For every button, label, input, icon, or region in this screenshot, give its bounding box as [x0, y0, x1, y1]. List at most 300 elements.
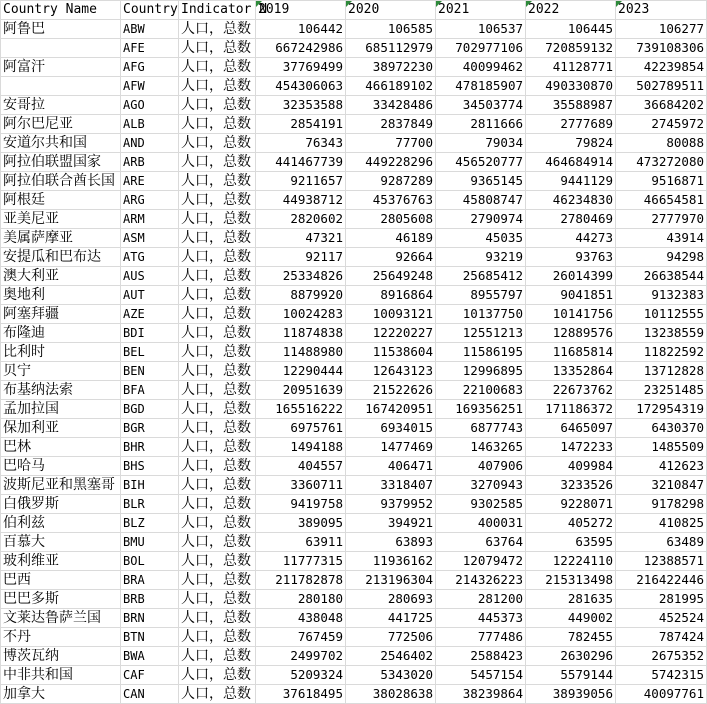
cell-country-code[interactable]: AUT: [121, 286, 179, 305]
cell-value-2021[interactable]: 777486: [436, 628, 526, 647]
cell-value-2022[interactable]: 490330870: [526, 77, 616, 96]
cell-value-2023[interactable]: 2675352: [616, 647, 707, 666]
header-cell-country-code[interactable]: Country: [121, 1, 179, 20]
cell-country-code[interactable]: ALB: [121, 115, 179, 134]
cell-value-2022[interactable]: 22673762: [526, 381, 616, 400]
cell-value-2022[interactable]: 13352864: [526, 362, 616, 381]
cell-country-name[interactable]: 阿拉伯联合酋长国: [1, 172, 121, 191]
cell-indicator-name[interactable]: 人口，总数: [179, 495, 256, 514]
cell-country-name[interactable]: [1, 77, 121, 96]
cell-country-code[interactable]: BOL: [121, 552, 179, 571]
cell-indicator-name[interactable]: 人口，总数: [179, 400, 256, 419]
cell-value-2019[interactable]: 37618495: [256, 685, 346, 704]
cell-country-name[interactable]: 伯利兹: [1, 514, 121, 533]
cell-value-2021[interactable]: 169356251: [436, 400, 526, 419]
cell-value-2023[interactable]: 412623: [616, 457, 707, 476]
cell-indicator-name[interactable]: 人口，总数: [179, 305, 256, 324]
table-row: [1, 191, 707, 210]
cell-value-2020[interactable]: 1477469: [346, 438, 436, 457]
cell-value-2022[interactable]: 405272: [526, 514, 616, 533]
cell-country-code[interactable]: AFE: [121, 39, 179, 58]
cell-country-code[interactable]: BTN: [121, 628, 179, 647]
cell-country-code[interactable]: ARB: [121, 153, 179, 172]
cell-indicator-name[interactable]: 人口，总数: [179, 267, 256, 286]
cell-country-code[interactable]: BRB: [121, 590, 179, 609]
cell-value-2021[interactable]: 1463265: [436, 438, 526, 457]
cell-country-code[interactable]: CAN: [121, 685, 179, 704]
cell-country-code[interactable]: BIH: [121, 476, 179, 495]
cell-value-2020[interactable]: 63893: [346, 533, 436, 552]
cell-value-2022[interactable]: 409984: [526, 457, 616, 476]
cell-value-2023[interactable]: 46654581: [616, 191, 707, 210]
cell-country-code[interactable]: BGD: [121, 400, 179, 419]
cell-country-name[interactable]: 澳大利亚: [1, 267, 121, 286]
cell-country-code[interactable]: ASM: [121, 229, 179, 248]
cell-value-2022[interactable]: 464684914: [526, 153, 616, 172]
cell-indicator-name[interactable]: 人口，总数: [179, 647, 256, 666]
cell-value-2020[interactable]: 406471: [346, 457, 436, 476]
cell-value-2020[interactable]: 21522626: [346, 381, 436, 400]
cell-value-2023[interactable]: 26638544: [616, 267, 707, 286]
cell-indicator-name[interactable]: 人口，总数: [179, 229, 256, 248]
cell-value-2020[interactable]: 213196304: [346, 571, 436, 590]
cell-indicator-name[interactable]: 人口，总数: [179, 115, 256, 134]
cell-country-name[interactable]: [1, 39, 121, 58]
cell-country-code[interactable]: BWA: [121, 647, 179, 666]
cell-value-2022[interactable]: 171186372: [526, 400, 616, 419]
cell-indicator-name[interactable]: 人口，总数: [179, 172, 256, 191]
cell-country-name[interactable]: 阿鲁巴: [1, 20, 121, 39]
cell-value-2022[interactable]: 9228071: [526, 495, 616, 514]
cell-value-2019[interactable]: 3360711: [256, 476, 346, 495]
cell-value-2019[interactable]: 280180: [256, 590, 346, 609]
cell-value-2019[interactable]: 438048: [256, 609, 346, 628]
cell-value-2021[interactable]: 93219: [436, 248, 526, 267]
cell-value-2023[interactable]: 281995: [616, 590, 707, 609]
header-cell-indicator-name[interactable]: Indicator N: [179, 1, 256, 20]
cell-value-2022[interactable]: 9441129: [526, 172, 616, 191]
cell-indicator-name[interactable]: 人口，总数: [179, 514, 256, 533]
table-row: [1, 590, 707, 609]
cell-value-2021[interactable]: 3270943: [436, 476, 526, 495]
cell-country-name[interactable]: 巴西: [1, 571, 121, 590]
cell-value-2021[interactable]: 2588423: [436, 647, 526, 666]
cell-value-2020[interactable]: 3318407: [346, 476, 436, 495]
cell-indicator-name[interactable]: 人口，总数: [179, 153, 256, 172]
cell-country-name[interactable]: 布隆迪: [1, 324, 121, 343]
cell-value-2021[interactable]: 407906: [436, 457, 526, 476]
cell-value-2019[interactable]: 9211657: [256, 172, 346, 191]
cell-country-name[interactable]: 百慕大: [1, 533, 121, 552]
cell-value-2019[interactable]: 8879920: [256, 286, 346, 305]
cell-value-2022[interactable]: 2780469: [526, 210, 616, 229]
cell-value-2022[interactable]: 41128771: [526, 58, 616, 77]
cell-value-2023[interactable]: 172954319: [616, 400, 707, 419]
cell-indicator-name[interactable]: 人口，总数: [179, 571, 256, 590]
cell-country-name[interactable]: 不丹: [1, 628, 121, 647]
cell-value-2021[interactable]: 79034: [436, 134, 526, 153]
cell-value-2023[interactable]: 80088: [616, 134, 707, 153]
cell-value-2021[interactable]: 2790974: [436, 210, 526, 229]
cell-country-name[interactable]: 奥地利: [1, 286, 121, 305]
cell-value-2019[interactable]: 2854191: [256, 115, 346, 134]
cell-value-2020[interactable]: 8916864: [346, 286, 436, 305]
cell-value-2022[interactable]: 10141756: [526, 305, 616, 324]
cell-indicator-name[interactable]: 人口，总数: [179, 96, 256, 115]
cell-indicator-name[interactable]: 人口，总数: [179, 419, 256, 438]
cell-value-2020[interactable]: 280693: [346, 590, 436, 609]
cell-value-2023[interactable]: 473272080: [616, 153, 707, 172]
cell-value-2020[interactable]: 9287289: [346, 172, 436, 191]
cell-indicator-name[interactable]: 人口，总数: [179, 438, 256, 457]
cell-value-2019[interactable]: 454306063: [256, 77, 346, 96]
header-cell-2020[interactable]: 2020: [346, 1, 436, 20]
cell-country-name[interactable]: 美属萨摩亚: [1, 229, 121, 248]
cell-value-2023[interactable]: 63489: [616, 533, 707, 552]
cell-country-name[interactable]: 安提瓜和巴布达: [1, 248, 121, 267]
cell-country-name[interactable]: 加拿大: [1, 685, 121, 704]
cell-value-2023[interactable]: 23251485: [616, 381, 707, 400]
cell-value-2019[interactable]: 5209324: [256, 666, 346, 685]
cell-value-2019[interactable]: 10024283: [256, 305, 346, 324]
cell-indicator-name[interactable]: 人口，总数: [179, 590, 256, 609]
cell-value-2019[interactable]: 32353588: [256, 96, 346, 115]
cell-country-name[interactable]: 阿拉伯联盟国家: [1, 153, 121, 172]
cell-indicator-name[interactable]: 人口，总数: [179, 666, 256, 685]
cell-value-2019[interactable]: 47321: [256, 229, 346, 248]
cell-value-2019[interactable]: 44938712: [256, 191, 346, 210]
cell-value-2023[interactable]: 12388571: [616, 552, 707, 571]
cell-value-2021[interactable]: 10137750: [436, 305, 526, 324]
cell-value-2023[interactable]: 40097761: [616, 685, 707, 704]
cell-value-2019[interactable]: 441467739: [256, 153, 346, 172]
cell-country-code[interactable]: AUS: [121, 267, 179, 286]
cell-indicator-name[interactable]: 人口，总数: [179, 39, 256, 58]
cell-value-2020[interactable]: 394921: [346, 514, 436, 533]
cell-country-code[interactable]: BHR: [121, 438, 179, 457]
cell-country-code[interactable]: AFW: [121, 77, 179, 96]
cell-value-2020[interactable]: 6934015: [346, 419, 436, 438]
cell-value-2021[interactable]: 11586195: [436, 343, 526, 362]
cell-country-name[interactable]: 阿根廷: [1, 191, 121, 210]
cell-value-2021[interactable]: 6877743: [436, 419, 526, 438]
cell-value-2020[interactable]: 167420951: [346, 400, 436, 419]
cell-value-2020[interactable]: 38028638: [346, 685, 436, 704]
cell-value-2022[interactable]: 9041851: [526, 286, 616, 305]
cell-value-2021[interactable]: 8955797: [436, 286, 526, 305]
cell-indicator-name[interactable]: 人口，总数: [179, 457, 256, 476]
cell-value-2022[interactable]: 2777689: [526, 115, 616, 134]
header-cell-2023[interactable]: 2023: [616, 1, 707, 20]
cell-value-2023[interactable]: 3210847: [616, 476, 707, 495]
cell-country-code[interactable]: ARE: [121, 172, 179, 191]
cell-value-2022[interactable]: 281635: [526, 590, 616, 609]
cell-value-2020[interactable]: 33428486: [346, 96, 436, 115]
cell-value-2022[interactable]: 44273: [526, 229, 616, 248]
cell-country-code[interactable]: BHS: [121, 457, 179, 476]
cell-value-2023[interactable]: 739108306: [616, 39, 707, 58]
cell-country-name[interactable]: 贝宁: [1, 362, 121, 381]
cell-value-2023[interactable]: 11822592: [616, 343, 707, 362]
cell-value-2019[interactable]: 9419758: [256, 495, 346, 514]
cell-value-2021[interactable]: 106537: [436, 20, 526, 39]
cell-indicator-name[interactable]: 人口，总数: [179, 552, 256, 571]
cell-country-name[interactable]: 保加利亚: [1, 419, 121, 438]
cell-value-2021[interactable]: 12079472: [436, 552, 526, 571]
cell-value-2020[interactable]: 10093121: [346, 305, 436, 324]
cell-country-name[interactable]: 巴巴多斯: [1, 590, 121, 609]
cell-value-2021[interactable]: 25685412: [436, 267, 526, 286]
cell-country-code[interactable]: BGR: [121, 419, 179, 438]
cell-value-2022[interactable]: 26014399: [526, 267, 616, 286]
cell-country-name[interactable]: 阿塞拜疆: [1, 305, 121, 324]
cell-value-2023[interactable]: 787424: [616, 628, 707, 647]
cell-value-2022[interactable]: 449002: [526, 609, 616, 628]
cell-country-code[interactable]: BFA: [121, 381, 179, 400]
cell-country-code[interactable]: ARM: [121, 210, 179, 229]
cell-value-2019[interactable]: 404557: [256, 457, 346, 476]
cell-country-code[interactable]: BRA: [121, 571, 179, 590]
cell-value-2019[interactable]: 106442: [256, 20, 346, 39]
cell-country-name[interactable]: 文莱达鲁萨兰国: [1, 609, 121, 628]
cell-value-2023[interactable]: 106277: [616, 20, 707, 39]
cell-indicator-name[interactable]: 人口，总数: [179, 191, 256, 210]
cell-indicator-name[interactable]: 人口，总数: [179, 628, 256, 647]
cell-value-2020[interactable]: 441725: [346, 609, 436, 628]
cell-value-2020[interactable]: 25649248: [346, 267, 436, 286]
cell-value-2023[interactable]: 13238559: [616, 324, 707, 343]
cell-value-2022[interactable]: 11685814: [526, 343, 616, 362]
cell-value-2022[interactable]: 215313498: [526, 571, 616, 590]
cell-country-name[interactable]: 阿尔巴尼亚: [1, 115, 121, 134]
cell-value-2020[interactable]: 11538604: [346, 343, 436, 362]
cell-country-name[interactable]: 比利时: [1, 343, 121, 362]
header-cell-2019[interactable]: 2019: [256, 1, 346, 20]
cell-value-2021[interactable]: 478185907: [436, 77, 526, 96]
cell-value-2020[interactable]: 92664: [346, 248, 436, 267]
cell-value-2021[interactable]: 9302585: [436, 495, 526, 514]
cell-value-2021[interactable]: 2811666: [436, 115, 526, 134]
cell-value-2019[interactable]: 11777315: [256, 552, 346, 571]
cell-value-2020[interactable]: 772506: [346, 628, 436, 647]
cell-value-2023[interactable]: 9178298: [616, 495, 707, 514]
cell-value-2022[interactable]: 46234830: [526, 191, 616, 210]
cell-value-2023[interactable]: 13712828: [616, 362, 707, 381]
cell-indicator-name[interactable]: 人口，总数: [179, 381, 256, 400]
cell-value-2020[interactable]: 12220227: [346, 324, 436, 343]
cell-value-2023[interactable]: 502789511: [616, 77, 707, 96]
cell-indicator-name[interactable]: 人口，总数: [179, 362, 256, 381]
cell-value-2021[interactable]: 445373: [436, 609, 526, 628]
cell-country-code[interactable]: BLR: [121, 495, 179, 514]
cell-value-2020[interactable]: 5343020: [346, 666, 436, 685]
cell-value-2021[interactable]: 34503774: [436, 96, 526, 115]
cell-value-2021[interactable]: 214326223: [436, 571, 526, 590]
cell-country-code[interactable]: AGO: [121, 96, 179, 115]
cell-value-2022[interactable]: 79824: [526, 134, 616, 153]
cell-value-2019[interactable]: 12290444: [256, 362, 346, 381]
cell-value-2022[interactable]: 12224110: [526, 552, 616, 571]
cell-country-name[interactable]: 亚美尼亚: [1, 210, 121, 229]
cell-indicator-name[interactable]: 人口，总数: [179, 343, 256, 362]
cell-value-2022[interactable]: 1472233: [526, 438, 616, 457]
cell-country-code[interactable]: BEN: [121, 362, 179, 381]
cell-value-2019[interactable]: 76343: [256, 134, 346, 153]
cell-value-2019[interactable]: 20951639: [256, 381, 346, 400]
cell-value-2020[interactable]: 45376763: [346, 191, 436, 210]
cell-value-2020[interactable]: 106585: [346, 20, 436, 39]
cell-value-2021[interactable]: 5457154: [436, 666, 526, 685]
cell-value-2023[interactable]: 452524: [616, 609, 707, 628]
cell-country-name[interactable]: 玻利维亚: [1, 552, 121, 571]
cell-value-2023[interactable]: 410825: [616, 514, 707, 533]
cell-value-2020[interactable]: 38972230: [346, 58, 436, 77]
cell-value-2023[interactable]: 9132383: [616, 286, 707, 305]
cell-value-2023[interactable]: 43914: [616, 229, 707, 248]
cell-value-2020[interactable]: 11936162: [346, 552, 436, 571]
cell-country-name[interactable]: 中非共和国: [1, 666, 121, 685]
cell-value-2023[interactable]: 216422446: [616, 571, 707, 590]
cell-indicator-name[interactable]: 人口，总数: [179, 77, 256, 96]
cell-country-name[interactable]: 布基纳法索: [1, 381, 121, 400]
table-row: [1, 609, 707, 628]
cell-country-code[interactable]: BLZ: [121, 514, 179, 533]
cell-value-2019[interactable]: 1494188: [256, 438, 346, 457]
cell-value-2020[interactable]: 2546402: [346, 647, 436, 666]
cell-indicator-name[interactable]: 人口，总数: [179, 286, 256, 305]
cell-value-2019[interactable]: 63911: [256, 533, 346, 552]
cell-country-name[interactable]: 博茨瓦纳: [1, 647, 121, 666]
cell-indicator-name[interactable]: 人口，总数: [179, 324, 256, 343]
cell-country-code[interactable]: BEL: [121, 343, 179, 362]
cell-value-2023[interactable]: 2745972: [616, 115, 707, 134]
cell-value-2019[interactable]: 767459: [256, 628, 346, 647]
cell-country-code[interactable]: ABW: [121, 20, 179, 39]
cell-value-2019[interactable]: 11488980: [256, 343, 346, 362]
cell-value-2022[interactable]: 6465097: [526, 419, 616, 438]
cell-value-2019[interactable]: 211782878: [256, 571, 346, 590]
cell-value-2022[interactable]: 720859132: [526, 39, 616, 58]
cell-country-code[interactable]: AZE: [121, 305, 179, 324]
cell-value-2022[interactable]: 35588987: [526, 96, 616, 115]
table-row: [1, 20, 707, 39]
cell-value-2021[interactable]: 9365145: [436, 172, 526, 191]
cell-country-code[interactable]: BMU: [121, 533, 179, 552]
cell-value-2022[interactable]: 63595: [526, 533, 616, 552]
cell-value-2019[interactable]: 11874838: [256, 324, 346, 343]
cell-country-code[interactable]: ATG: [121, 248, 179, 267]
cell-value-2023[interactable]: 36684202: [616, 96, 707, 115]
cell-value-2021[interactable]: 38239864: [436, 685, 526, 704]
cell-indicator-name[interactable]: 人口，总数: [179, 134, 256, 153]
cell-indicator-name[interactable]: 人口，总数: [179, 533, 256, 552]
cell-value-2019[interactable]: 389095: [256, 514, 346, 533]
cell-country-name[interactable]: 阿富汗: [1, 58, 121, 77]
cell-value-2021[interactable]: 45035: [436, 229, 526, 248]
cell-country-name[interactable]: 安哥拉: [1, 96, 121, 115]
cell-country-code[interactable]: ARG: [121, 191, 179, 210]
cell-country-name[interactable]: 安道尔共和国: [1, 134, 121, 153]
cell-value-2022[interactable]: 2630296: [526, 647, 616, 666]
cell-country-code[interactable]: AND: [121, 134, 179, 153]
cell-value-2022[interactable]: 106445: [526, 20, 616, 39]
cell-value-2022[interactable]: 38939056: [526, 685, 616, 704]
cell-value-2021[interactable]: 22100683: [436, 381, 526, 400]
header-cell-2021[interactable]: 2021: [436, 1, 526, 20]
cell-value-2023[interactable]: 1485509: [616, 438, 707, 457]
cell-indicator-name[interactable]: 人口，总数: [179, 20, 256, 39]
cell-value-2023[interactable]: 94298: [616, 248, 707, 267]
cell-country-name[interactable]: 巴哈马: [1, 457, 121, 476]
cell-country-name[interactable]: 孟加拉国: [1, 400, 121, 419]
cell-value-2021[interactable]: 12551213: [436, 324, 526, 343]
cell-value-2021[interactable]: 12996895: [436, 362, 526, 381]
cell-value-2019[interactable]: 165516222: [256, 400, 346, 419]
cell-value-2021[interactable]: 456520777: [436, 153, 526, 172]
cell-value-2019[interactable]: 25334826: [256, 267, 346, 286]
cell-value-2019[interactable]: 92117: [256, 248, 346, 267]
cell-country-name[interactable]: 白俄罗斯: [1, 495, 121, 514]
cell-country-code[interactable]: BRN: [121, 609, 179, 628]
cell-value-2019[interactable]: 6975761: [256, 419, 346, 438]
cell-value-2021[interactable]: 40099462: [436, 58, 526, 77]
cell-value-2020[interactable]: 12643123: [346, 362, 436, 381]
cell-country-code[interactable]: BDI: [121, 324, 179, 343]
cell-country-name[interactable]: 波斯尼亚和黑塞哥: [1, 476, 121, 495]
cell-value-2021[interactable]: 63764: [436, 533, 526, 552]
cell-value-2021[interactable]: 45808747: [436, 191, 526, 210]
cell-value-2020[interactable]: 77700: [346, 134, 436, 153]
cell-value-2019[interactable]: 667242986: [256, 39, 346, 58]
cell-indicator-name[interactable]: 人口，总数: [179, 58, 256, 77]
cell-value-2020[interactable]: 2805608: [346, 210, 436, 229]
cell-value-2020[interactable]: 466189102: [346, 77, 436, 96]
header-cell-country-name[interactable]: Country Name: [1, 1, 121, 20]
cell-value-2020[interactable]: 685112979: [346, 39, 436, 58]
cell-value-2023[interactable]: 42239854: [616, 58, 707, 77]
cell-value-2020[interactable]: 46189: [346, 229, 436, 248]
cell-value-2023[interactable]: 10112555: [616, 305, 707, 324]
cell-value-2019[interactable]: 2820602: [256, 210, 346, 229]
cell-value-2023[interactable]: 5742315: [616, 666, 707, 685]
cell-value-2022[interactable]: 5579144: [526, 666, 616, 685]
cell-value-2021[interactable]: 400031: [436, 514, 526, 533]
cell-value-2022[interactable]: 12889576: [526, 324, 616, 343]
header-cell-2022[interactable]: 2022: [526, 1, 616, 20]
cell-value-2022[interactable]: 93763: [526, 248, 616, 267]
cell-indicator-name[interactable]: 人口，总数: [179, 609, 256, 628]
cell-value-2019[interactable]: 37769499: [256, 58, 346, 77]
cell-indicator-name[interactable]: 人口，总数: [179, 210, 256, 229]
cell-indicator-name[interactable]: 人口，总数: [179, 685, 256, 704]
cell-value-2021[interactable]: 702977106: [436, 39, 526, 58]
cell-country-code[interactable]: AFG: [121, 58, 179, 77]
cell-value-2022[interactable]: 782455: [526, 628, 616, 647]
cell-value-2023[interactable]: 2777970: [616, 210, 707, 229]
cell-value-2020[interactable]: 9379952: [346, 495, 436, 514]
cell-value-2020[interactable]: 449228296: [346, 153, 436, 172]
cell-value-2019[interactable]: 2499702: [256, 647, 346, 666]
cell-value-2023[interactable]: 9516871: [616, 172, 707, 191]
cell-value-2021[interactable]: 281200: [436, 590, 526, 609]
cell-value-2022[interactable]: 3233526: [526, 476, 616, 495]
cell-value-2023[interactable]: 6430370: [616, 419, 707, 438]
cell-country-code[interactable]: CAF: [121, 666, 179, 685]
cell-indicator-name[interactable]: 人口，总数: [179, 476, 256, 495]
cell-country-name[interactable]: 巴林: [1, 438, 121, 457]
cell-indicator-name[interactable]: 人口，总数: [179, 248, 256, 267]
cell-value-2020[interactable]: 2837849: [346, 115, 436, 134]
